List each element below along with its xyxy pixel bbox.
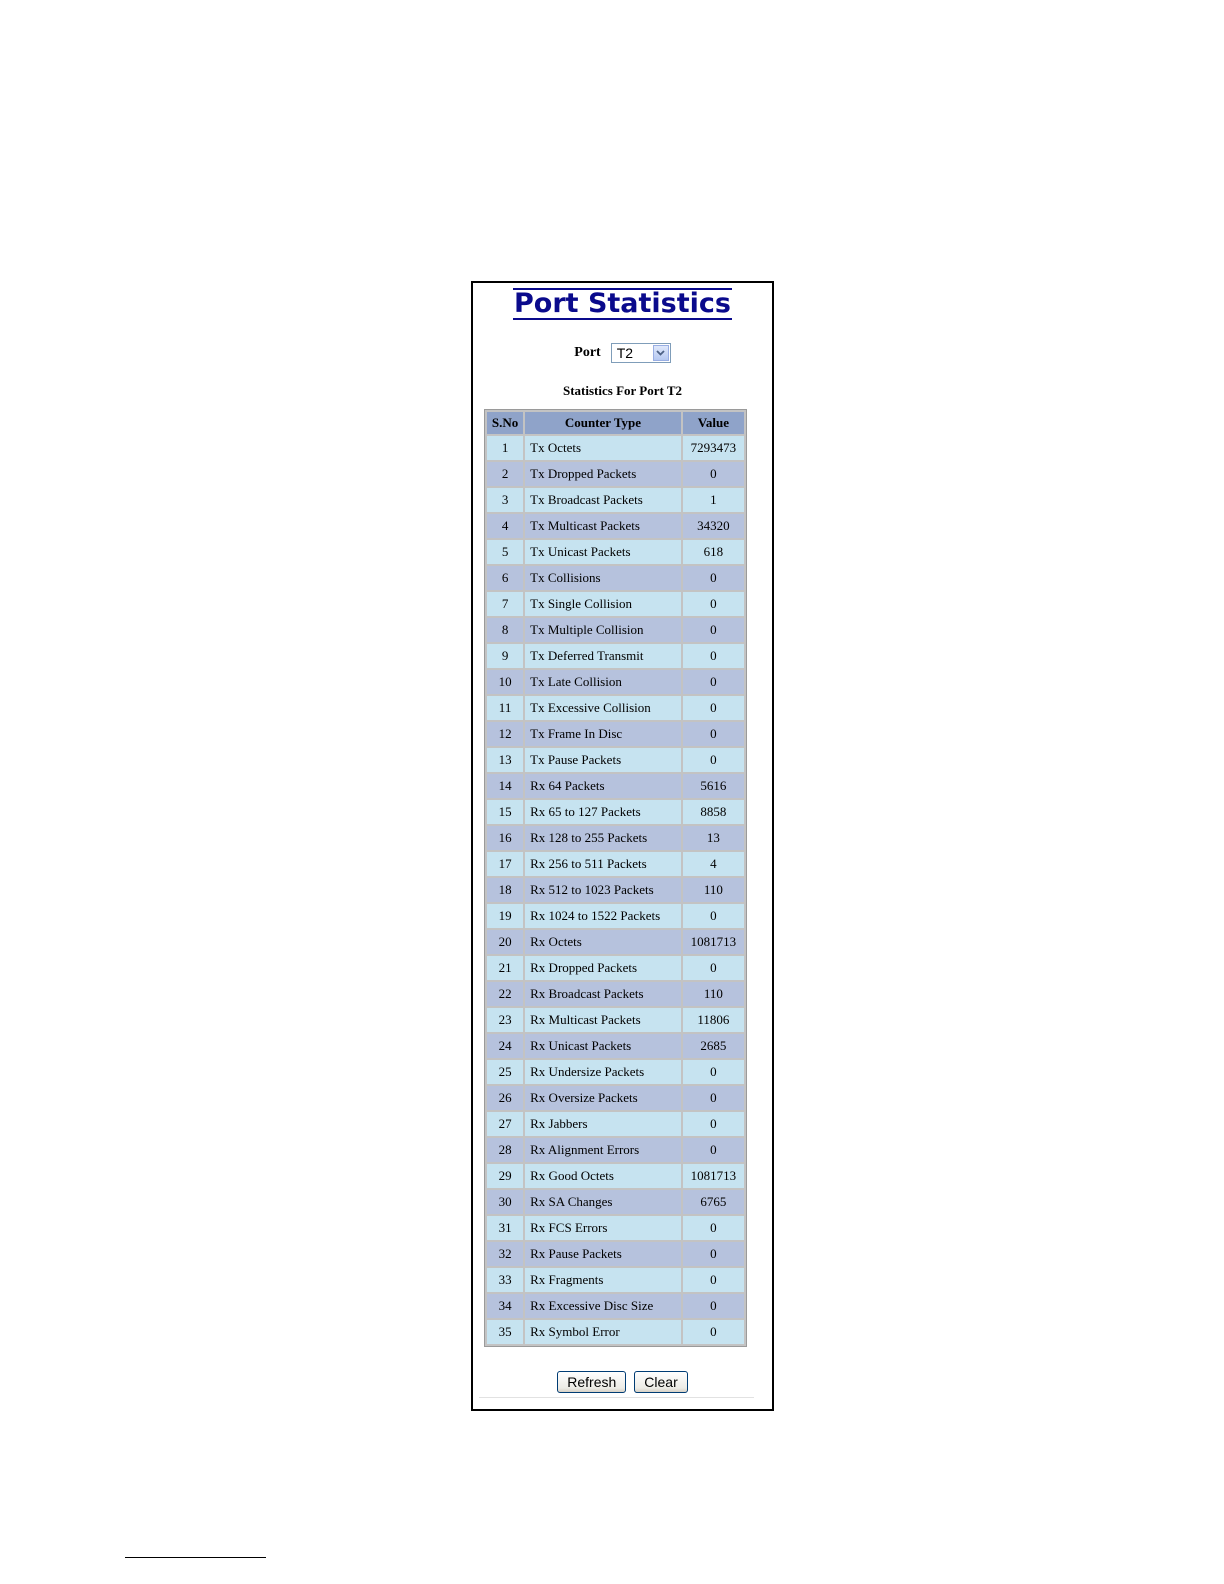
cell-sno: 6 (487, 566, 523, 590)
cell-counter-type: Rx Jabbers (525, 1112, 681, 1136)
cell-sno: 22 (487, 982, 523, 1006)
cell-sno: 21 (487, 956, 523, 980)
cell-value: 0 (683, 1268, 744, 1292)
port-select-value: T2 (616, 345, 634, 361)
cell-sno: 14 (487, 774, 523, 798)
table-row (487, 826, 744, 850)
port-label: Port (574, 345, 601, 360)
table-row (487, 696, 744, 720)
cell-sno: 12 (487, 722, 523, 746)
cell-value: 0 (683, 748, 744, 772)
cell-value: 0 (683, 1216, 744, 1240)
cell-value: 0 (683, 722, 744, 746)
cell-value: 5616 (683, 774, 744, 798)
cell-sno: 30 (487, 1190, 523, 1214)
cell-value: 34320 (683, 514, 744, 538)
table-row (487, 1294, 744, 1318)
table-row (487, 1138, 744, 1162)
cell-value: 0 (683, 904, 744, 928)
cell-value: 0 (683, 956, 744, 980)
cell-sno: 28 (487, 1138, 523, 1162)
action-buttons (473, 1371, 772, 1393)
cell-counter-type: Rx Broadcast Packets (525, 982, 681, 1006)
table-row (487, 644, 744, 668)
cell-counter-type: Rx Multicast Packets (525, 1008, 681, 1032)
table-row (487, 956, 744, 980)
cell-sno: 31 (487, 1216, 523, 1240)
table-row (487, 670, 744, 694)
cell-value: 13 (683, 826, 744, 850)
cell-value: 0 (683, 1138, 744, 1162)
cell-value: 1081713 (683, 930, 744, 954)
cell-value: 4 (683, 852, 744, 876)
cell-counter-type: Rx Dropped Packets (525, 956, 681, 980)
cell-value: 0 (683, 1060, 744, 1084)
cell-value: 0 (683, 1242, 744, 1266)
cell-sno: 35 (487, 1320, 523, 1344)
table-row (487, 748, 744, 772)
cell-sno: 25 (487, 1060, 523, 1084)
cell-counter-type: Rx 65 to 127 Packets (525, 800, 681, 824)
cell-counter-type: Rx Undersize Packets (525, 1060, 681, 1084)
cell-counter-type: Rx Pause Packets (525, 1242, 681, 1266)
cell-counter-type: Rx 1024 to 1522 Packets (525, 904, 681, 928)
cell-sno: 20 (487, 930, 523, 954)
port-selector-row (473, 341, 772, 365)
cell-value: 0 (683, 462, 744, 486)
table-row (487, 1008, 744, 1032)
cell-value: 0 (683, 1320, 744, 1344)
cell-sno: 19 (487, 904, 523, 928)
cell-sno: 5 (487, 540, 523, 564)
clear-button[interactable]: Clear (634, 1371, 687, 1393)
cell-counter-type: Rx Symbol Error (525, 1320, 681, 1344)
table-row (487, 982, 744, 1006)
footnote-divider (125, 1557, 266, 1558)
table-row (487, 774, 744, 798)
cell-sno: 24 (487, 1034, 523, 1058)
cell-value: 0 (683, 618, 744, 642)
cell-counter-type: Rx Oversize Packets (525, 1086, 681, 1110)
statistics-table-body (487, 436, 744, 1344)
cell-value: 1081713 (683, 1164, 744, 1188)
cell-counter-type: Tx Single Collision (525, 592, 681, 616)
cell-value: 110 (683, 982, 744, 1006)
cell-sno: 32 (487, 1242, 523, 1266)
cell-counter-type: Tx Dropped Packets (525, 462, 681, 486)
cell-sno: 4 (487, 514, 523, 538)
table-row (487, 1060, 744, 1084)
column-header-sno: S.No (487, 412, 523, 434)
cell-value: 618 (683, 540, 744, 564)
cell-counter-type: Rx Fragments (525, 1268, 681, 1292)
column-header-value: Value (683, 412, 744, 434)
cell-value: 0 (683, 1112, 744, 1136)
cell-sno: 7 (487, 592, 523, 616)
cell-sno: 23 (487, 1008, 523, 1032)
cell-counter-type: Rx FCS Errors (525, 1216, 681, 1240)
cell-sno: 13 (487, 748, 523, 772)
stats-heading: Statistics For Port T2 (562, 383, 683, 398)
cell-counter-type: Rx 256 to 511 Packets (525, 852, 681, 876)
cell-value: 2685 (683, 1034, 744, 1058)
table-row (487, 1268, 744, 1292)
cell-counter-type: Tx Frame In Disc (525, 722, 681, 746)
table-row (487, 1190, 744, 1214)
cell-counter-type: Rx Unicast Packets (525, 1034, 681, 1058)
statistics-table (484, 409, 747, 1347)
cell-sno: 9 (487, 644, 523, 668)
cell-sno: 2 (487, 462, 523, 486)
cell-counter-type: Tx Pause Packets (525, 748, 681, 772)
refresh-button[interactable]: Refresh (557, 1371, 626, 1393)
cell-sno: 3 (487, 488, 523, 512)
table-row (487, 618, 744, 642)
divider (479, 1397, 754, 1398)
cell-counter-type: Rx 64 Packets (525, 774, 681, 798)
cell-value: 0 (683, 670, 744, 694)
table-row (487, 904, 744, 928)
cell-counter-type: Tx Deferred Transmit (525, 644, 681, 668)
cell-value: 11806 (683, 1008, 744, 1032)
cell-value: 0 (683, 1086, 744, 1110)
cell-counter-type: Rx Octets (525, 930, 681, 954)
table-row (487, 566, 744, 590)
cell-counter-type: Rx 512 to 1023 Packets (525, 878, 681, 902)
table-row (487, 1242, 744, 1266)
cell-sno: 17 (487, 852, 523, 876)
cell-value: 8858 (683, 800, 744, 824)
port-statistics-panel (471, 281, 774, 1411)
cell-counter-type: Tx Multicast Packets (525, 514, 681, 538)
cell-value: 7293473 (683, 436, 744, 460)
table-row (487, 462, 744, 486)
cell-value: 110 (683, 878, 744, 902)
table-row (487, 1034, 744, 1058)
table-row (487, 1216, 744, 1240)
table-row (487, 1112, 744, 1136)
table-row (487, 488, 744, 512)
table-row (487, 592, 744, 616)
cell-value: 6765 (683, 1190, 744, 1214)
cell-sno: 34 (487, 1294, 523, 1318)
cell-sno: 1 (487, 436, 523, 460)
cell-counter-type: Tx Unicast Packets (525, 540, 681, 564)
cell-counter-type: Tx Collisions (525, 566, 681, 590)
cell-value: 0 (683, 592, 744, 616)
cell-counter-type: Tx Multiple Collision (525, 618, 681, 642)
cell-sno: 8 (487, 618, 523, 642)
cell-value: 1 (683, 488, 744, 512)
table-row (487, 800, 744, 824)
cell-counter-type: Tx Excessive Collision (525, 696, 681, 720)
cell-sno: 29 (487, 1164, 523, 1188)
table-row (487, 1320, 744, 1344)
cell-sno: 26 (487, 1086, 523, 1110)
cell-value: 0 (683, 696, 744, 720)
cell-value: 0 (683, 566, 744, 590)
table-row (487, 1164, 744, 1188)
cell-sno: 15 (487, 800, 523, 824)
cell-counter-type: Rx 128 to 255 Packets (525, 826, 681, 850)
table-row (487, 852, 744, 876)
cell-sno: 27 (487, 1112, 523, 1136)
cell-sno: 18 (487, 878, 523, 902)
cell-value: 0 (683, 1294, 744, 1318)
cell-counter-type: Rx Good Octets (525, 1164, 681, 1188)
table-row (487, 930, 744, 954)
chevron-down-icon[interactable] (653, 345, 669, 361)
table-row (487, 436, 744, 460)
cell-counter-type: Tx Octets (525, 436, 681, 460)
cell-sno: 33 (487, 1268, 523, 1292)
table-row (487, 878, 744, 902)
cell-counter-type: Rx Excessive Disc Size (525, 1294, 681, 1318)
cell-sno: 11 (487, 696, 523, 720)
cell-sno: 10 (487, 670, 523, 694)
port-select[interactable] (611, 343, 671, 363)
cell-counter-type: Rx SA Changes (525, 1190, 681, 1214)
table-row (487, 540, 744, 564)
cell-sno: 16 (487, 826, 523, 850)
cell-value: 0 (683, 644, 744, 668)
cell-counter-type: Tx Broadcast Packets (525, 488, 681, 512)
cell-counter-type: Tx Late Collision (525, 670, 681, 694)
column-header-counter-type: Counter Type (525, 412, 681, 434)
page-title-text: Port Statistics (513, 288, 731, 319)
table-row (487, 514, 744, 538)
table-header-row (487, 412, 744, 434)
cell-counter-type: Rx Alignment Errors (525, 1138, 681, 1162)
page-title (473, 287, 772, 321)
table-row (487, 722, 744, 746)
table-row (487, 1086, 744, 1110)
